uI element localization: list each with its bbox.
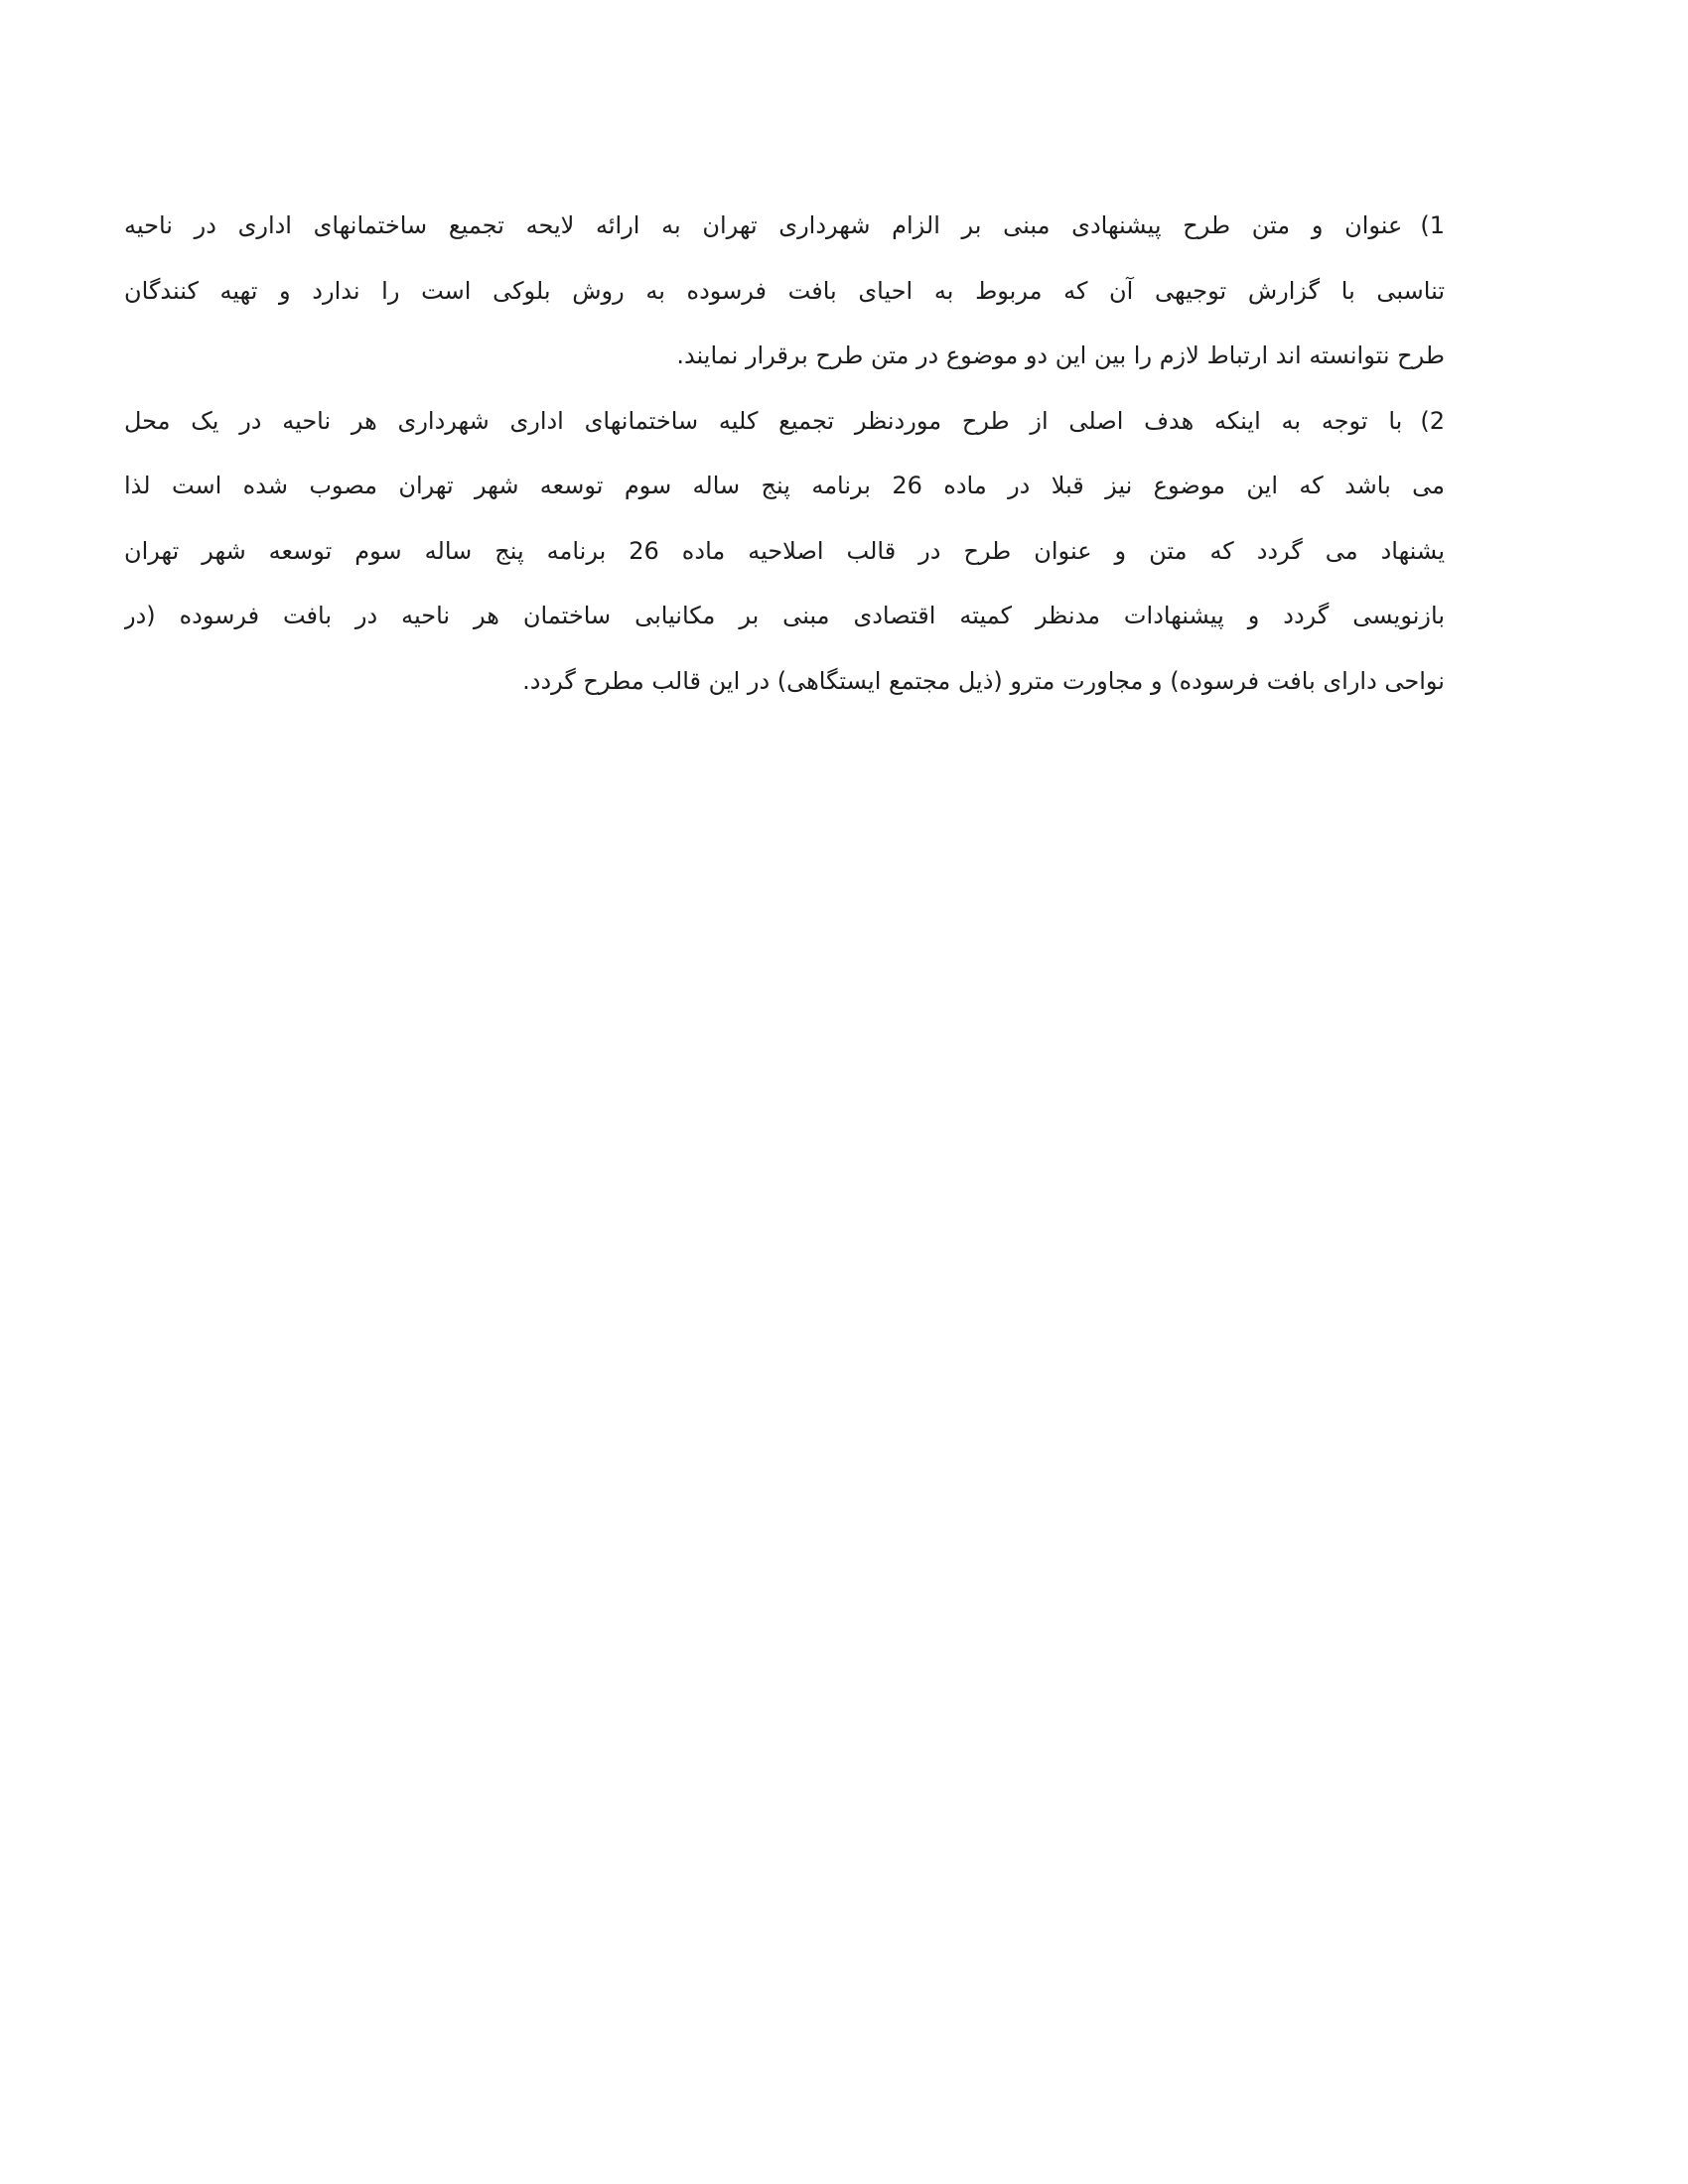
paragraph-line: [124, 584, 1445, 649]
paragraph-line: [124, 389, 1445, 455]
list-item-number: 1): [1420, 211, 1445, 239]
paragraph-line: [124, 454, 1445, 519]
text-block: [124, 194, 1445, 714]
line-text: تناسبی با گزارش توجیهی آن که مربوط به احیای بافت فرسوده به روش بلوکی است را ندارد و تهیه کنندگان: [124, 276, 1445, 305]
paragraph-line: [124, 194, 1445, 259]
line-text: می باشد که این موضوع نیز قبلا در ماده 26 برنامه پنج ساله سوم توسعه شهر تهران مصوب شده است لذا: [124, 472, 1445, 499]
paragraph-line: [124, 259, 1445, 325]
list-item-number: 2): [1420, 406, 1445, 435]
line-text: با توجه به اینکه هدف اصلی از طرح موردنظر تجمیع کلیه ساختمانهای اداری شهرداری هر ناحیه در یک محل: [124, 406, 1403, 435]
numbered-item-2: [124, 389, 1445, 715]
numbered-item-1: [124, 194, 1445, 389]
paragraph-line: [124, 519, 1445, 585]
line-text: عنوان و متن طرح پیشنهادی مبنی بر الزام شهرداری تهران به ارائه لایحه تجمیع ساختمانهای اداری در ناحیه: [124, 211, 1403, 239]
line-text: بازنویسی گردد و پیشنهادات مدنظر کمیته اقتصادی مبنی بر مکانیابی ساختمان هر ناحیه در بافت فرسوده (در: [124, 602, 1445, 629]
line-text: نواحی دارای بافت فرسوده) و مجاورت مترو (ذیل مجتمع ایستگاهی) در این قالب مطرح گردد.: [522, 666, 1445, 695]
paragraph-line: [124, 324, 1445, 389]
line-text: یشنهاد می گردد که متن و عنوان طرح در قالب اصلاحیه ماده 26 برنامه پنج ساله سوم توسعه شهر تهران: [124, 536, 1445, 565]
paragraph-line: [124, 649, 1445, 715]
line-text: طرح نتوانسته اند ارتباط لازم را بین این دو موضوع در متن طرح برقرار نمایند.: [676, 341, 1445, 369]
